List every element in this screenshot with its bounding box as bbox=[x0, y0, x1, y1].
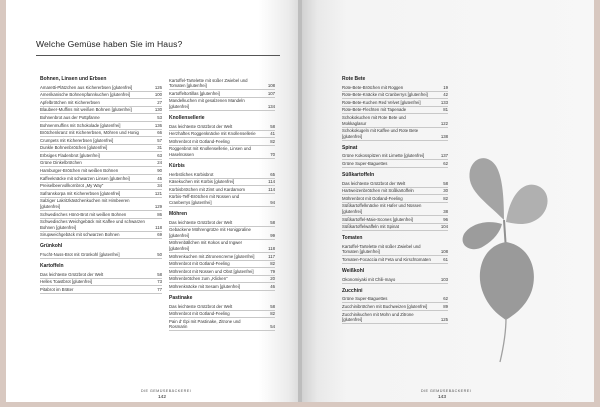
footer-right: DIE GEMÜSEBÄCKEREI bbox=[420, 389, 472, 393]
entry-title: Pitabrot im Bräter bbox=[40, 286, 74, 292]
entry-page-number: 38 bbox=[443, 209, 448, 215]
entry-title: Erbsiges Fladenbrot [glutenfrei] bbox=[40, 152, 100, 158]
entry-title: Kartoffel-Tartelette mit süßer Zwiebel und Tomaten [glutenfrei] bbox=[342, 243, 421, 255]
open-book bbox=[6, 0, 594, 407]
entry-title: Schokokuchen mit Rote Bete und Mokkaglasur bbox=[342, 115, 406, 126]
entry-title: Dunkle Bohnenbrötchen [glutenfrei] bbox=[40, 145, 108, 151]
index-entry bbox=[342, 128, 448, 141]
entry-title: Möhrenbrot mit Nüssen und Obst [glutenfrei] bbox=[169, 268, 254, 274]
entry-title: Möhrenbällchen mit Kokos und Ingwer [glutenfrei] bbox=[169, 240, 243, 251]
entry-title: Möhrenbrot mit Gotland-Feeling bbox=[169, 138, 230, 144]
index-entry bbox=[40, 122, 162, 130]
entry-page-number: 82 bbox=[443, 195, 448, 201]
entry-page-number: 19 bbox=[443, 84, 448, 90]
index-entry bbox=[40, 198, 162, 211]
section-heading-bohnen-linsen-und-erbsen: Bohnen, Linsen und Erbsen bbox=[40, 76, 107, 82]
entry-page-number: 104 bbox=[440, 224, 448, 230]
entry-title: Frucht-Nuss-Brot mit Grünkohl [glutenfrei] bbox=[40, 251, 120, 257]
page-title: Welche Gemüse haben Sie im Haus? bbox=[36, 39, 183, 49]
entry-page-number: 133 bbox=[440, 99, 448, 105]
entry-page-number: 107 bbox=[267, 90, 275, 96]
index-entry bbox=[40, 160, 162, 168]
entry-page-number: 42 bbox=[443, 92, 448, 98]
entry-title: Blaubeer-Muffins mit weißen Bohnen [glutenfrei] bbox=[40, 107, 132, 113]
index-entry bbox=[169, 276, 275, 284]
section-heading-knollensellerie: Knollensellerie bbox=[169, 114, 205, 121]
entry-page-number: 137 bbox=[440, 153, 448, 159]
entry-title: Zucchinibrötchen mit Buchweizen [glutenfrei] bbox=[342, 303, 428, 309]
entry-page-number: 114 bbox=[268, 186, 275, 192]
entry-page-number: 129 bbox=[154, 203, 162, 209]
index-entry bbox=[342, 160, 448, 168]
entry-title: Kartoffel-Tartelette mit süßer Zwiebel und Tomaten [glutenfrei] bbox=[169, 77, 248, 89]
index-entry bbox=[169, 179, 275, 187]
index-entry bbox=[342, 188, 448, 196]
entry-title: Rote-Bete-Knäcke mit Cranberrys [glutenfrei] bbox=[342, 92, 428, 98]
entry-title: Preiselbeervollkornbrot „My Way“ bbox=[40, 183, 104, 189]
entry-page-number: 61 bbox=[443, 257, 448, 263]
index-entry bbox=[40, 271, 162, 279]
index-entry bbox=[40, 152, 162, 160]
index-entry bbox=[40, 167, 162, 175]
footer-left: DIE GEMÜSEBÄCKEREI bbox=[140, 389, 192, 393]
index-entry bbox=[169, 240, 275, 253]
index-entry bbox=[169, 77, 275, 90]
entry-page-number: 57 bbox=[157, 137, 162, 143]
entry-page-number: 100 bbox=[154, 92, 162, 98]
beetroot-illustration bbox=[454, 150, 559, 365]
entry-page-number: 126 bbox=[154, 84, 162, 90]
index-entry bbox=[169, 261, 275, 269]
entry-page-number: 90 bbox=[157, 168, 162, 174]
title-rule bbox=[36, 55, 280, 56]
section-heading-mohren: Möhren bbox=[169, 210, 188, 217]
entry-page-number: 136 bbox=[154, 122, 162, 128]
entry-title: Das leichteste Grützbrot der Welt bbox=[169, 219, 233, 225]
entry-page-number: 65 bbox=[270, 171, 275, 177]
index-entry bbox=[342, 107, 448, 115]
index-entry bbox=[40, 232, 162, 240]
entry-page-number: 66 bbox=[157, 130, 162, 136]
entry-page-number: 46 bbox=[270, 283, 275, 289]
index-entry bbox=[169, 311, 275, 319]
entry-title: Bohnenmuffins mit Schokolade [glutenfrei] bbox=[40, 122, 121, 128]
entry-title: Möhrenbrot mit Gotland-Feeling bbox=[169, 261, 230, 267]
entry-page-number: 99 bbox=[270, 232, 275, 238]
entry-title: Süßkartoffelknäcke mit Hafer und Nüssen [glutenfrei] bbox=[342, 203, 422, 215]
entry-title: Grüne Dinkelbrötchen bbox=[40, 160, 82, 166]
index-entry bbox=[169, 283, 275, 291]
section-heading-kartoffeln: Kartoffeln bbox=[40, 262, 64, 269]
entry-title: Helles Toastbrot [glutenfrei] bbox=[40, 279, 92, 285]
entry-title: Mandelkuchen mit gesalzenen Mandeln [glutenfrei] bbox=[169, 98, 245, 109]
entry-title: Möhrenbrötchen zum „Klicken“ bbox=[169, 276, 228, 282]
entry-title: Crumpets mit Kichererbsen [glutenfrei] bbox=[40, 137, 114, 143]
entry-title: Safranskorpa mit Kichererbsen [glutenfrei] bbox=[40, 190, 121, 196]
index-entry bbox=[342, 203, 448, 216]
entry-title: Amaretti-Plätzchen aus Kichererbsen [glutenfrei] bbox=[40, 84, 133, 90]
entry-title: Grüne Super-Baguettes bbox=[342, 296, 388, 302]
entry-title: Süßkartoffel-Maie-Scones [glutenfrei] bbox=[342, 216, 413, 222]
index-column-2 bbox=[169, 77, 275, 331]
entry-page-number: 58 bbox=[157, 271, 162, 277]
index-entry bbox=[40, 211, 162, 219]
entry-title: Herbstliches Kürbisbrot bbox=[169, 171, 214, 177]
entry-page-number: 50 bbox=[157, 251, 162, 257]
entry-title: Das leichteste Grützbrot der Welt bbox=[342, 180, 406, 186]
index-entry bbox=[169, 171, 275, 179]
index-entry bbox=[342, 114, 448, 127]
index-entry bbox=[40, 279, 162, 287]
entry-title: Käsekuchen mit Kürbis [glutenfrei] bbox=[169, 179, 235, 185]
page-number-right: 143 bbox=[438, 395, 447, 400]
entry-page-number: 41 bbox=[270, 131, 275, 137]
entry-page-number: 134 bbox=[267, 103, 275, 109]
entry-title: Rote-Bete-Kuchen Red Velvet [glutenfrei] bbox=[342, 99, 421, 105]
page-number-left: 142 bbox=[158, 395, 167, 400]
entry-page-number: 114 bbox=[268, 179, 275, 185]
book-gutter bbox=[298, 0, 302, 402]
entry-page-number: 82 bbox=[270, 311, 275, 317]
entry-title: Kürbis-Teff-Brötchen mit Nüssen und Cranberrys [glutenfrei] bbox=[169, 194, 240, 205]
entry-page-number: 118 bbox=[155, 224, 162, 230]
index-entry bbox=[40, 145, 162, 153]
entry-title: Salziger Lakritzkästchenkuchen mit Himbeeren [glutenfrei] bbox=[40, 198, 130, 209]
index-entry bbox=[169, 90, 275, 98]
index-entry bbox=[342, 99, 448, 107]
entry-title: Sirupweichgebäck mit schwarzen Bohnen bbox=[40, 232, 120, 238]
entry-title: Schwedisches Weichgebäck mit Kaffee und schwarzen Bohnen [glutenfrei] bbox=[40, 219, 145, 230]
entry-title: Kaffeeknäcke mit schwarzen Linsen [glutenfrei] bbox=[40, 175, 130, 181]
entry-page-number: 79 bbox=[270, 268, 275, 274]
entry-title: Okonomiyaki mit Chili-mayo bbox=[342, 276, 396, 282]
entry-title: Kartoffeltortillas [glutenfrei] bbox=[169, 90, 220, 96]
section-heading-spinat: Spinat bbox=[342, 144, 358, 151]
index-entry bbox=[342, 92, 448, 100]
entry-page-number: 54 bbox=[270, 324, 275, 330]
index-entry bbox=[40, 219, 162, 232]
entry-title: Möhrenkuchen mit Zitronencreme [glutenfrei] bbox=[169, 253, 255, 259]
index-entry bbox=[169, 146, 275, 159]
entry-page-number: 86 bbox=[157, 211, 162, 217]
index-column-1 bbox=[40, 77, 162, 294]
entry-title: Das leichteste Grützbrot der Welt bbox=[169, 303, 233, 309]
entry-page-number: 69 bbox=[157, 232, 162, 238]
index-entry bbox=[342, 256, 448, 264]
entry-title: Bohnenbrot aus der Pottpfanne bbox=[40, 115, 100, 120]
entry-page-number: 82 bbox=[270, 261, 275, 267]
entry-title: Möhrenbrot mit Gotland-Feeling bbox=[169, 311, 230, 317]
section-heading-tomaten: Tomaten bbox=[342, 235, 363, 242]
entry-title: Pain d' Épi mit Pastinake, Zitrone und Rosmarin bbox=[169, 318, 241, 330]
index-entry bbox=[40, 107, 162, 115]
entry-title: Tomaten-Focaccia mit Feta und Kirschtomaten bbox=[342, 257, 431, 263]
entry-title: Roggenbrot mit Knollensellerie, Linsen und Haselnüssen bbox=[169, 146, 251, 157]
entry-title: Schwedisches Hönö-Brot mit weißen Bohnen bbox=[40, 211, 127, 217]
entry-title: Grüne Kokosspitzen mit Limette [glutenfrei] bbox=[342, 153, 425, 159]
index-entry bbox=[342, 311, 448, 324]
entry-page-number: 117 bbox=[268, 253, 275, 259]
entry-page-number: 103 bbox=[440, 276, 448, 282]
index-entry bbox=[342, 303, 448, 311]
index-entry bbox=[169, 123, 275, 131]
index-entry bbox=[40, 190, 162, 198]
index-entry bbox=[40, 183, 162, 191]
index-entry bbox=[342, 84, 448, 92]
entry-title: Schokokugeln mit Kaffee und Rote Bete [glutenfrei] bbox=[342, 128, 419, 139]
index-entry bbox=[169, 194, 275, 207]
section-heading-su-kartoffeln: Süßkartoffeln bbox=[342, 172, 375, 178]
entry-page-number: 73 bbox=[157, 279, 162, 285]
entry-title: Hamburger-Brötchen mit weißen Bohnen bbox=[40, 168, 119, 174]
index-entry bbox=[40, 130, 162, 138]
section-heading-rote-bete: Rote Bete bbox=[342, 76, 366, 82]
index-entry bbox=[40, 175, 162, 183]
left-page bbox=[6, 0, 300, 402]
entry-page-number: 63 bbox=[157, 152, 162, 158]
entry-page-number: 53 bbox=[157, 115, 162, 120]
index-entry bbox=[40, 114, 162, 122]
section-heading-kurbis: Kürbis bbox=[169, 162, 185, 169]
entry-page-number: 58 bbox=[443, 180, 448, 186]
index-entry bbox=[40, 99, 162, 107]
index-entry bbox=[342, 243, 448, 256]
entry-title: Grüne Super-Baguettes bbox=[342, 161, 388, 167]
index-entry bbox=[169, 138, 275, 146]
entry-page-number: 130 bbox=[154, 107, 162, 113]
entry-title: Das leichteste Grützbrot der Welt bbox=[40, 271, 104, 277]
index-entry bbox=[169, 268, 275, 276]
entry-title: Rote-Bete-Brötchen mit Roggen bbox=[342, 84, 404, 90]
index-entry bbox=[40, 92, 162, 100]
entry-page-number: 20 bbox=[270, 276, 275, 282]
index-entry bbox=[169, 219, 275, 227]
entry-page-number: 81 bbox=[443, 107, 448, 113]
index-entry bbox=[169, 303, 275, 311]
entry-page-number: 77 bbox=[157, 286, 162, 292]
section-heading-wei-kohl: Weißkohl bbox=[342, 268, 365, 274]
index-entry bbox=[342, 296, 448, 304]
entry-title: Möhrenknäcke mit Sesam [glutenfrei] bbox=[169, 283, 240, 289]
section-heading-pastinake: Pastinake bbox=[169, 294, 193, 301]
entry-title: Kürbisbrötchen mit Zimt und Kardamom bbox=[169, 186, 245, 192]
entry-page-number: 30 bbox=[443, 188, 448, 194]
entry-page-number: 34 bbox=[157, 183, 162, 189]
index-entry bbox=[40, 84, 162, 92]
entry-page-number: 27 bbox=[157, 99, 162, 105]
entry-title: Hartweizenbrötchen mit Süßkartoffeln bbox=[342, 188, 414, 194]
index-entry bbox=[40, 251, 162, 259]
entry-title: Apfelbrötchen mit Kichererbsen bbox=[40, 99, 100, 105]
entry-page-number: 70 bbox=[270, 151, 275, 157]
index-entry bbox=[342, 153, 448, 161]
entry-page-number: 62 bbox=[443, 161, 448, 167]
entry-page-number: 62 bbox=[443, 296, 448, 302]
entry-title: Das leichteste Grützbrot der Welt bbox=[169, 123, 233, 129]
entry-page-number: 108 bbox=[267, 83, 275, 89]
index-entry bbox=[169, 186, 275, 194]
index-entry bbox=[169, 227, 275, 240]
entry-page-number: 122 bbox=[440, 120, 448, 126]
entry-title: Süßkartoffelwaffeln mit Spinat bbox=[342, 224, 399, 230]
entry-page-number: 118 bbox=[268, 245, 275, 251]
index-entry bbox=[342, 224, 448, 232]
entry-page-number: 121 bbox=[154, 190, 162, 196]
entry-title: Herzhaftes Roggenknäcke mit Knollensellerie bbox=[169, 131, 256, 137]
entry-page-number: 138 bbox=[440, 133, 448, 139]
entry-page-number: 82 bbox=[270, 138, 275, 144]
section-heading-grunkohl: Grünkohl bbox=[40, 243, 63, 250]
index-entry bbox=[40, 137, 162, 145]
entry-page-number: 58 bbox=[270, 123, 275, 129]
index-entry bbox=[342, 276, 448, 284]
entry-title: Gebackene Möhrengrütze mit Honigpraline [glutenfrei] bbox=[169, 227, 251, 238]
entry-title: Brötchenkranz mit Kichererbsen, Möhren und Honig bbox=[40, 130, 139, 136]
index-entry bbox=[40, 286, 162, 294]
entry-title: Möhrenbrot mit Gotland-Feeling bbox=[342, 195, 403, 201]
index-entry bbox=[342, 180, 448, 188]
section-heading-zucchini: Zucchini bbox=[342, 287, 363, 294]
entry-page-number: 31 bbox=[157, 145, 162, 151]
index-entry bbox=[169, 318, 275, 331]
entry-title: Amerikanische Bohnenpfannkuchen [glutenfrei] bbox=[40, 92, 131, 98]
index-entry bbox=[169, 98, 275, 111]
entry-page-number: 24 bbox=[157, 160, 162, 166]
entry-page-number: 108 bbox=[440, 249, 448, 255]
entry-page-number: 58 bbox=[270, 219, 275, 225]
entry-page-number: 96 bbox=[443, 216, 448, 222]
index-column-3 bbox=[342, 77, 448, 324]
entry-page-number: 94 bbox=[270, 199, 275, 205]
entry-page-number: 58 bbox=[270, 303, 275, 309]
index-entry bbox=[342, 195, 448, 203]
entry-page-number: 89 bbox=[443, 303, 448, 309]
entry-title: Rote-Bete-Flechten mit Tapenade bbox=[342, 107, 407, 113]
index-entry bbox=[342, 216, 448, 224]
index-entry bbox=[169, 253, 275, 261]
index-entry bbox=[169, 131, 275, 139]
entry-title: Zucchinikuchen mit Mohn und Zitrone [glutenfrei] bbox=[342, 311, 414, 323]
entry-page-number: 125 bbox=[440, 317, 448, 323]
entry-page-number: 45 bbox=[157, 175, 162, 181]
